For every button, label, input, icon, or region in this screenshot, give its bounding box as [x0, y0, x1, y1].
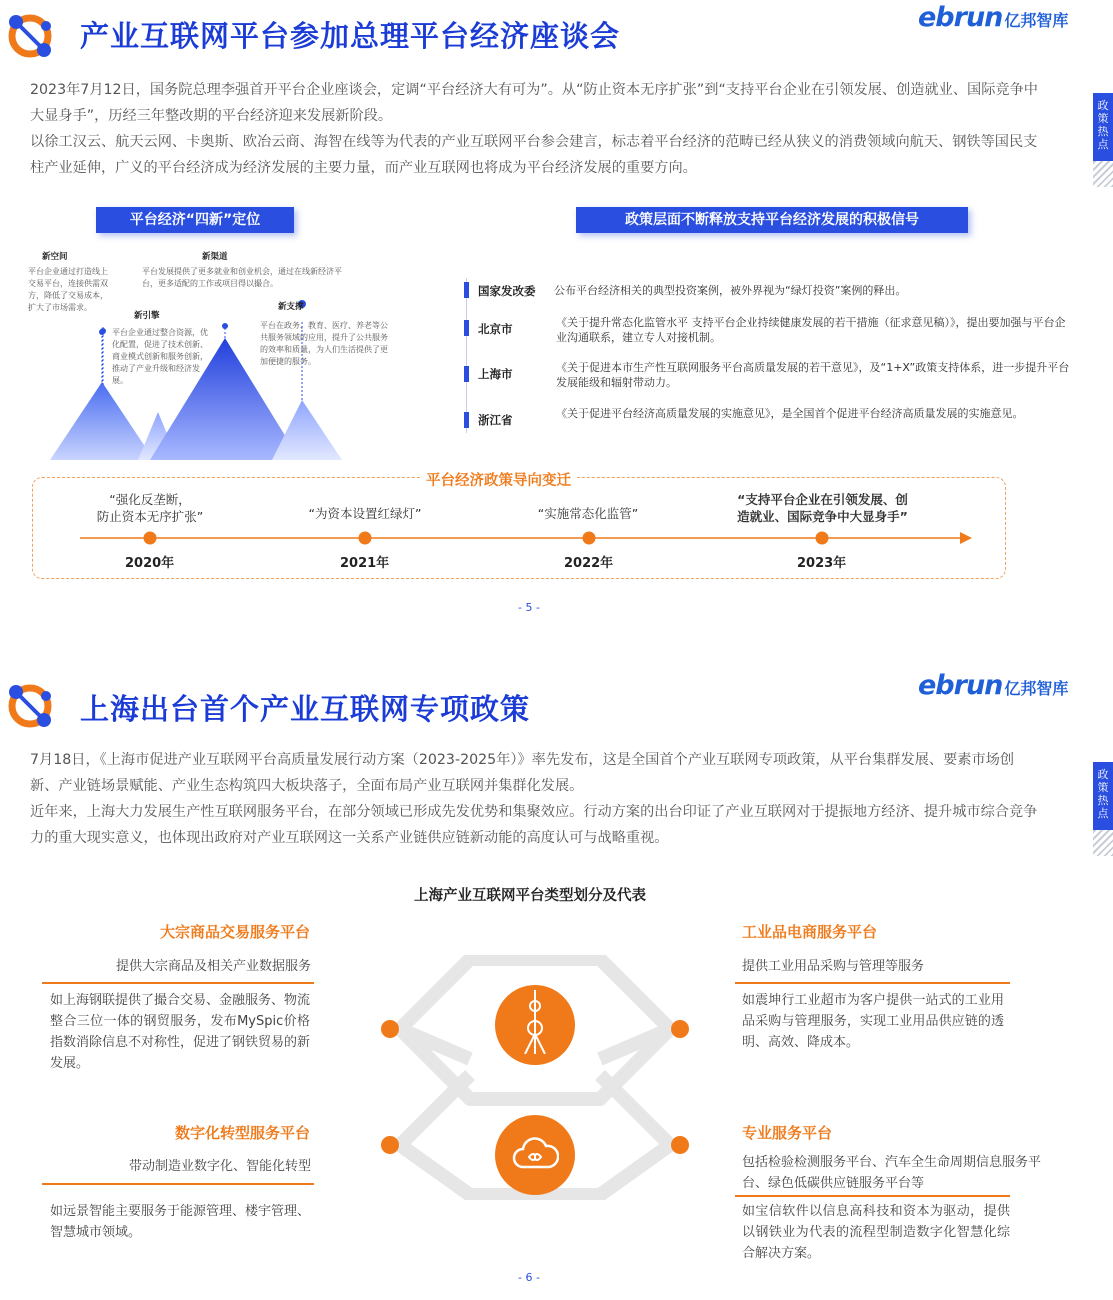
- timeline-axis: [80, 530, 975, 546]
- four-new-diagram: [0, 0, 400, 470]
- four-new-name-4: 新支撑: [278, 302, 304, 312]
- type-desc-commodity: 如上海钢联提供了撮合交易、金融服务、物流整合三位一体的钢贸服务，发布MySpic价格指数消除信息不对称性，促进了钢铁贸易的新发展。: [50, 993, 311, 1071]
- policy-text: 公布平台经济相关的典型投资案例，被外界视为“绿灯投资”案例的释出。: [554, 284, 907, 297]
- side-tab[interactable]: 政策热点: [1093, 93, 1113, 161]
- type-title-commodity: 大宗商品交易服务平台: [159, 923, 310, 941]
- policy-text: 《关于促进平台经济高质量发展的实施意见》，是全国首个促进平台经济高质量发展的实施意见。: [556, 407, 1024, 420]
- type-divider: [735, 982, 1010, 984]
- policy-org: 上海市: [478, 367, 513, 381]
- policy-marker: [464, 320, 469, 336]
- policy-org: 国家发改委: [478, 284, 536, 298]
- four-new-text-4: 平台在政务、教育、医疗、养老等公共服务领域的应用，提升了公共服务的效率和质量，为人们生活提供了更加便捷的服务。: [260, 321, 388, 366]
- policy-marker: [464, 412, 469, 428]
- type-sub-professional: 包括检验检测服务平台、汽车全生命周期信息服务平台、绿色低碳供应链服务平台等: [742, 1155, 1042, 1191]
- page-number: - 5 -: [518, 601, 540, 614]
- logo-en: ebrun: [918, 2, 1003, 33]
- logo-cn: 亿邦智库: [1004, 679, 1069, 698]
- tower-icon: [520, 990, 550, 1054]
- brand-logo: [918, 2, 1068, 33]
- type-sub-industrial-ecommerce: 提供工业用品采购与管理等服务: [742, 959, 925, 974]
- timeline-quote-2020: “强化反垄断， 防止资本无序扩张”: [96, 492, 204, 524]
- chart-title: 上海产业互联网平台类型划分及代表: [414, 888, 646, 904]
- intro-paragraph-1: 2023年7月12日，国务院总理李强首开平台企业座谈会，定调“平台经济大有可为”。从“防止资本无序扩张”到“支持平台企业在引领发展、创造就业、国际竞争中大显身手”，历经三年整改期的平台经济迎来发展新阶段。: [30, 82, 1038, 124]
- policy-divider: [466, 278, 467, 433]
- type-title-digital-transform: 数字化转型服务平台: [174, 1124, 310, 1142]
- page-number: - 6 -: [518, 1271, 540, 1284]
- four-new-name-1: 新空间: [42, 252, 68, 262]
- timeline-quote-2022: “实施常态化监管”: [537, 506, 639, 521]
- intro-paragraph-2: 近年来，上海大力发展生产性互联网服务平台，在部分领域已形成先发优势和集聚效应。行动方案的出台印证了产业互联网对于提振地方经济、提升城市综合竞争力的重大现实意义，也体现出政府对产业互联网这一关系产业链供应链新动能的高度认可与战略重视。: [30, 804, 1038, 846]
- section-logo-icon: [4, 678, 60, 734]
- intro-paragraph-2: 以徐工汉云、航天云网、卡奥斯、欧冶云商、海智在线等为代表的产业互联网平台参会建言，标志着平台经济的范畴已经从狭义的消费领域向航天、钢铁等国民支柱产业延伸，广义的平台经济成为经济发展的主要力量，而产业互联网也将成为平台经济发展的重要方向。: [30, 134, 1038, 176]
- policy-org: 浙江省: [478, 413, 513, 427]
- four-new-banner: 平台经济“四新”定位: [96, 207, 294, 233]
- page-title: 上海出台首个产业互联网专项政策: [80, 692, 531, 726]
- cloud-infinity-icon: [511, 1137, 559, 1173]
- timeline-year-2021: 2021年: [340, 556, 390, 571]
- logo-cn: 亿邦智库: [1004, 11, 1069, 30]
- policy-text: 《关于提升常态化监管水平 支持平台企业持续健康发展的若干措施（征求意见稿）》，提出要加强与平台企业沟通联系，建立专人对接机制。: [556, 316, 1066, 344]
- timeline-year-2020: 2020年: [125, 556, 175, 571]
- type-divider: [42, 1183, 314, 1185]
- type-divider: [735, 1195, 1010, 1197]
- side-tab[interactable]: 政策热点: [1093, 762, 1113, 830]
- four-new-text-1: 平台企业通过打造线上交易平台，连接供需双方，降低了交易成本，扩大了市场需求。: [28, 267, 108, 312]
- type-divider: [42, 982, 314, 984]
- type-sub-digital-transform: 带动制造业数字化、智能化转型: [128, 1159, 311, 1174]
- policy-org: 北京市: [478, 322, 513, 336]
- four-new-name-2: 新渠道: [202, 252, 228, 262]
- brand-logo: [918, 670, 1068, 701]
- four-new-text-2: 平台发展提供了更多就业和创业机会，通过在线新经济平台，更多适配的工作或项目得以撮合。: [142, 267, 342, 288]
- type-desc-professional: 如宝信软件以信息高科技和资本为驱动，提供以钢铁业为代表的流程型制造数字化智慧化综合解决方案。: [742, 1204, 1010, 1261]
- timeline-quote-2023: “支持平台企业在引领发展、创 造就业、国际竞争中大显身手”: [737, 492, 908, 524]
- four-new-name-3: 新引擎: [134, 311, 160, 321]
- logo-en: ebrun: [918, 670, 1003, 701]
- type-desc-digital-transform: 如远景智能主要服务于能源管理、楼宇管理、智慧城市领域。: [50, 1204, 311, 1240]
- type-title-professional: 专业服务平台: [742, 1124, 833, 1142]
- timeline-quote-2021: “为资本设置红绿灯”: [308, 506, 422, 521]
- type-title-industrial-ecommerce: 工业品电商服务平台: [742, 923, 878, 941]
- intro-paragraph-1: 7月18日，《上海市促进产业互联网平台高质量发展行动方案（2023-2025年）》率先发布，这是全国首个产业互联网专项政策，从平台集群发展、要素市场创新、产业链场景赋能、产业生态构筑四大板块落子，全面布局产业互联网并集群化发展。: [30, 752, 1015, 794]
- page-title: 产业互联网平台参加总理平台经济座谈会: [80, 19, 621, 53]
- policy-marker: [464, 282, 469, 298]
- peak-marker-icon: [96, 327, 110, 387]
- timeline-title: 平台经济政策导向变迁: [420, 469, 577, 490]
- timeline-year-2022: 2022年: [564, 556, 614, 571]
- policy-text: 《关于促进本市生产性互联网服务平台高质量发展的若干意见》，及“1+X”政策支持体系，进一步提升平台发展能级和辐射带动力。: [556, 361, 1070, 389]
- type-desc-industrial-ecommerce: 如震坤行工业超市为客户提供一站式的工业用品采购与管理服务，实现工业用品供应链的透明、高效、降成本。: [742, 993, 1004, 1050]
- policy-signal-banner: 政策层面不断释放支持平台经济发展的积极信号: [576, 207, 968, 233]
- timeline-year-2023: 2023年: [797, 556, 847, 571]
- type-sub-commodity: 提供大宗商品及相关产业数据服务: [115, 959, 311, 974]
- four-new-text-3: 平台企业通过整合资源，优化配置，促进了技术创新、商业模式创新和服务创新，推动了产业升级和经济发展。: [112, 328, 208, 385]
- policy-marker: [464, 366, 469, 382]
